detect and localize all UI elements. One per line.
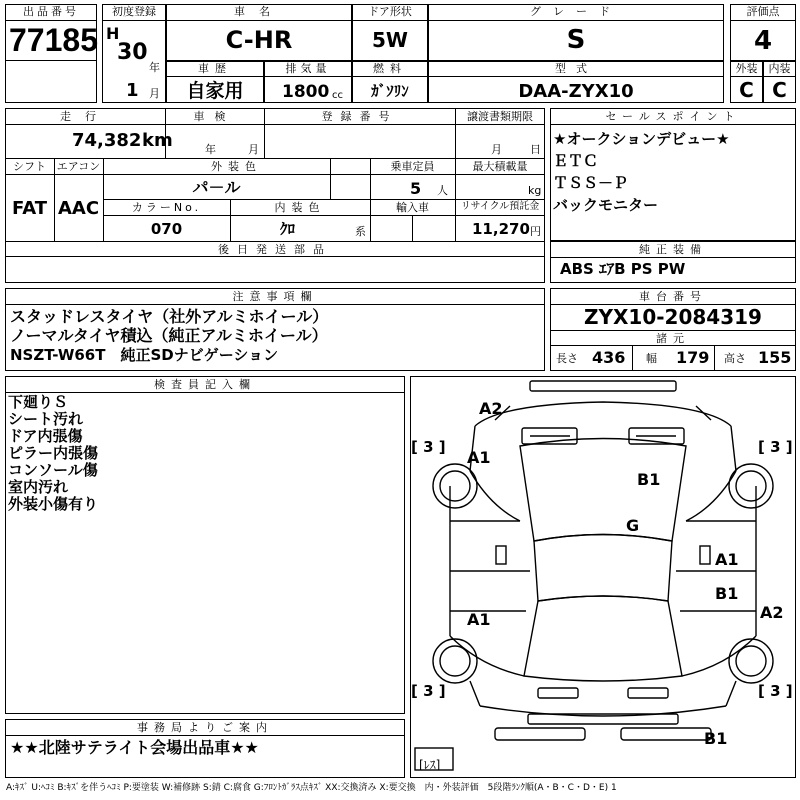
car-name-label: 車名	[234, 5, 284, 18]
recycle-label: リサイクル預託金	[460, 201, 540, 212]
lot-number: 77185	[9, 22, 98, 58]
equipment: ABS ｴｱB PS PW	[560, 260, 686, 278]
length: 436	[592, 348, 626, 367]
sales-point-2: ＥＴＣ	[553, 152, 599, 170]
score-label: 評価点	[746, 5, 780, 18]
ext-color-label: 外装色	[211, 160, 262, 173]
specs-label: 諸元	[656, 332, 690, 345]
car-name: C-HR	[225, 26, 293, 54]
shift-label: シフト	[13, 160, 46, 173]
tire-rear-right: [ 3 ]	[758, 682, 793, 700]
height: 155	[758, 348, 792, 367]
width: 179	[676, 348, 710, 367]
transfer-docs-label: 譲渡書類期限	[467, 110, 533, 123]
transfer-day-unit: 日	[530, 143, 541, 156]
tire-rear-left: [ 3 ]	[411, 682, 446, 700]
mark-left-rear: A1	[467, 610, 491, 629]
year-unit: 年	[149, 61, 160, 74]
shift: FAT	[11, 198, 48, 219]
inspector-line-4: ピラー内張傷	[8, 444, 99, 462]
length-label: 長さ	[556, 352, 578, 365]
later-parts-label: 後日発送部品	[218, 243, 332, 256]
registration-month: 1	[126, 80, 139, 101]
equipment-label: 純正装備	[639, 243, 707, 256]
ac-label: エアコン	[56, 160, 101, 173]
office-notice: ★★北陸サテライト会場出品車★★	[10, 738, 259, 757]
height-label: 高さ	[724, 352, 746, 365]
color-no: 070	[150, 220, 183, 238]
mileage: 74,382	[72, 130, 142, 151]
color-no-label: カラーNo.	[131, 201, 202, 214]
mark-right-door-rear: B1	[715, 584, 739, 603]
note-line-3: NSZT-W66T 純正SDナビゲーション	[10, 346, 279, 364]
sales-point-1: ★オークションデビュー★	[553, 130, 730, 148]
sales-point-3: ＴＳＳ－Ｐ	[553, 174, 629, 192]
grade-label: グレード	[530, 5, 622, 18]
legend: A:ｷｽﾞ U:ﾍｺﾐ B:ｷｽﾞを伴うﾍｺﾐ P:要塗装 W:補修跡 S:錆 C:腐食 G:ﾌﾛﾝﾄｶﾞﾗｽ点ｷｽﾞ XX:交換済み X:要交換 内・外装評価 5段階ﾗﾝｸ順(A・B・C・D・E) 1	[6, 783, 617, 793]
reg-number-label: 登録番号	[321, 110, 398, 123]
mark-roof: G	[626, 516, 640, 535]
history: 自家用	[186, 80, 244, 102]
capacity-unit: 人	[437, 184, 448, 197]
sales-points-label: セールスポイント	[605, 110, 741, 123]
interior-label: 内装	[768, 62, 791, 75]
inspector-line-7: 外装小傷有り	[8, 495, 99, 513]
max-load-unit: kg	[528, 184, 542, 197]
history-label: 車歴	[198, 62, 232, 75]
spare-tire: [ﾚｽ]	[419, 758, 441, 772]
exterior-label: 外装	[735, 62, 758, 75]
inspection-label: 車検	[193, 110, 236, 123]
inspector-line-5: コンソール傷	[8, 461, 98, 479]
door-label: ドア形状	[368, 5, 412, 18]
displacement-label: 排気量	[285, 62, 331, 75]
note-line-2: ノーマルタイヤ積込（純正アルミホイール）	[10, 326, 328, 345]
recycle-fee: 11,270	[472, 220, 530, 238]
lot-number-label: 出品番号	[23, 5, 79, 18]
fuel-label: 燃料	[373, 62, 407, 75]
inspection-month-unit: 月	[248, 143, 259, 156]
mileage-label: 走行	[60, 110, 110, 123]
interior-grade: C	[772, 78, 787, 102]
capacity-label: 乗車定員	[390, 160, 435, 173]
ext-color: パ－ル	[192, 178, 241, 197]
notes-label: 注意事項欄	[232, 290, 318, 303]
inspector-line-1: 下廻りＳ	[8, 393, 69, 411]
grade: S	[566, 25, 586, 55]
tire-front-left: [ 3 ]	[411, 438, 446, 456]
chassis-number: ZYX10-2084319	[584, 305, 762, 329]
office-label: 事務局よりご案内	[137, 721, 273, 734]
recycle-unit: 円	[530, 225, 541, 238]
door-type: 5W	[372, 28, 408, 52]
model: DAA-ZYX10	[518, 81, 634, 102]
capacity: 5	[410, 179, 422, 198]
inspector-line-2: シート汚れ	[8, 410, 84, 428]
mark-right-door-front: A1	[715, 550, 739, 569]
era: H	[106, 24, 120, 43]
import-label: 輸入車	[396, 201, 429, 214]
width-label: 幅	[646, 352, 657, 365]
model-label: 型式	[555, 62, 597, 75]
score: 4	[753, 26, 773, 56]
mark-front-bumper: A2	[479, 399, 503, 418]
chassis-label: 車台番号	[639, 290, 707, 303]
inspector-label: 検査員記入欄	[154, 378, 256, 391]
inspector-line-6: 室内汚れ	[8, 478, 69, 496]
inspection-year-unit: 年	[205, 143, 216, 156]
note-line-1: スタッドレスタイヤ（社外アルミホイール）	[10, 307, 329, 326]
mark-right-rear: A2	[760, 603, 784, 622]
mark-front-left: A1	[467, 448, 491, 467]
first-registration-label: 初度登録	[112, 5, 156, 18]
registration-year: 30	[117, 40, 148, 65]
car-outline	[410, 376, 796, 778]
max-load-label: 最大積載量	[472, 160, 528, 173]
mark-rear-bumper: B1	[704, 729, 728, 748]
tire-front-right: [ 3 ]	[758, 438, 793, 456]
mark-hood: B1	[637, 470, 661, 489]
month-unit: 月	[149, 87, 160, 100]
displacement: 1800	[282, 82, 330, 102]
inspector-line-3: ドア内張傷	[8, 427, 83, 445]
fuel: ｶﾞｿﾘﾝ	[371, 82, 409, 100]
ac: AAC	[57, 198, 100, 219]
int-color-label: 内装色	[274, 201, 326, 214]
displacement-unit: cc	[332, 90, 343, 101]
mileage-unit: km	[142, 130, 173, 151]
int-color: ｸﾛ	[280, 220, 296, 238]
int-color-unit: 系	[355, 225, 366, 238]
exterior-grade: C	[739, 78, 754, 102]
transfer-month-unit: 月	[491, 143, 502, 156]
sales-point-4: バックモニター	[553, 196, 659, 214]
